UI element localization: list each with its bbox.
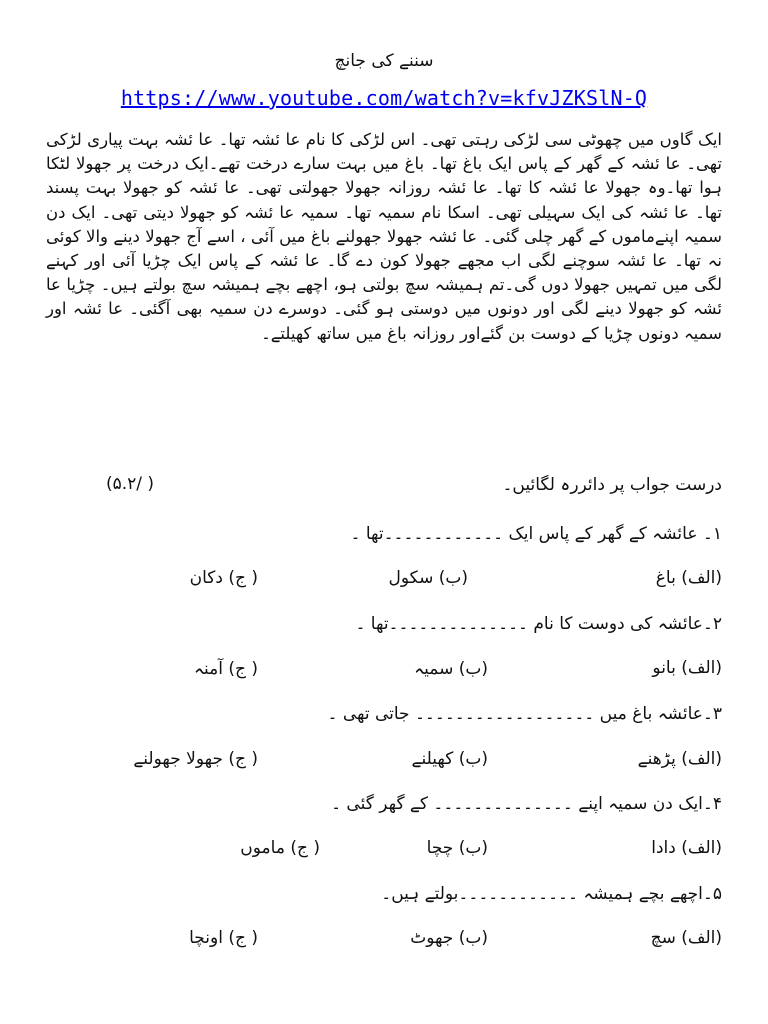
q1-option-a[interactable]: (الف) باغ <box>655 568 722 588</box>
q3-option-b[interactable]: (ب) کھیلنے <box>411 749 488 769</box>
question-2: ۲۔عائشہ کی دوست کا نام ۔۔۔۔۔۔۔۔۔۔۔۔۔۔تھا ۔ <box>355 614 722 634</box>
q4-option-b[interactable]: (ب) چچا <box>426 838 488 858</box>
question-1: ۱۔ عائشہ کے گھر کے پاس ایک ۔۔۔۔۔۔۔۔۔۔۔۔تھا ۔ <box>350 524 722 544</box>
instruction-text: درست جواب پر دائررہ لگائیں۔ <box>502 475 722 495</box>
marks-box: (۵.۲/ ) <box>106 474 155 494</box>
question-5: ۵۔اچھے بچے ہمیشہ ۔۔۔۔۔۔۔۔۔۔۔۔بولتے ہیں۔ <box>381 884 722 904</box>
q2-option-c[interactable]: ( ج) آمنہ <box>194 659 258 679</box>
q3-option-c[interactable]: ( ج) جھولا جھولنے <box>133 749 258 769</box>
q5-option-a[interactable]: (الف) سچ <box>650 928 722 948</box>
q4-option-a[interactable]: (الف) دادا <box>651 838 722 858</box>
q2-option-b[interactable]: (ب) سمیہ <box>414 659 488 679</box>
question-3: ۳۔عائشہ باغ میں ۔۔۔۔۔۔۔۔۔۔۔۔۔۔۔۔۔۔ جاتی تھی ۔ <box>327 704 722 724</box>
q1-option-c[interactable]: ( ج) دکان <box>189 568 258 588</box>
youtube-link[interactable]: https://www.youtube.com/watch?v=kfvJZKSlN-Q <box>120 86 648 110</box>
story-paragraph: ایک گاوں میں چھوٹی سی لڑکی رہتی تھی۔ اس لڑکی کا نام عا ئشہ تھا۔ عا ئشہ بہت پیاری لڑکی تھی۔ عا ئشہ کے گھر کے پاس ایک باغ تھا۔ باغ میں بہت سارے درخت تھے۔ایک درخت پر جھولا لٹکا ہوا تھا۔وہ جھولا عا ئشہ کا تھا۔ عا ئشہ روزانہ جھولا جھولتی تھی۔ عا ئشہ کو جھولا بہت پسند تھا۔ عا ئشہ کی ایک سہیلی تھی۔ اسکا نام سمیہ تھا۔ سمیہ عا ئشہ کو جھولا دیتی تھی۔ ایک دن سمیہ اپنےماموں کے گھر چلی گئی۔ عا ئشہ جھولا جھولنے باغ میں آئی ، اسے آج جھولا دینے والا کوئی نہ تھا۔ عا ئشہ سوچنے لگی اب مجھے جھولا کون دے گا۔ عا ئشہ کے پاس ایک چڑیا آئی اور کہنے لگی میں تمہیں جھولا دوں گی۔تم ہمیشہ سچ بولتی ہو، اچھے بچے ہمیشہ سچ بولتے ہیں۔ چڑیا عا ئشہ کو جھولا دینے لگی اور دونوں میں دوستی ہو گئی۔ دوسرے دن سمیہ بھی آگئی۔ عا ئشہ اور سمیہ دونوں چڑیا کے دوست بن گئےاور روزانہ باغ میں ساتھ کھیلتے۔ <box>46 130 722 343</box>
page-title: سننے کی جانچ <box>334 51 434 71</box>
q5-option-b[interactable]: (ب) جھوٹ <box>410 928 488 948</box>
q3-option-a[interactable]: (الف) پڑھنے <box>637 749 722 769</box>
q4-option-c[interactable]: ( ج) ماموں <box>240 838 320 858</box>
q2-option-a[interactable]: (الف) بانو <box>652 658 722 678</box>
q5-option-c[interactable]: ( ج) اونچا <box>189 928 258 948</box>
question-4: ۴۔ایک دن سمیہ اپنے ۔۔۔۔۔۔۔۔۔۔۔۔۔۔ کے گھر گئی ۔ <box>331 794 722 814</box>
q1-option-b[interactable]: (ب) سکول <box>388 568 468 588</box>
